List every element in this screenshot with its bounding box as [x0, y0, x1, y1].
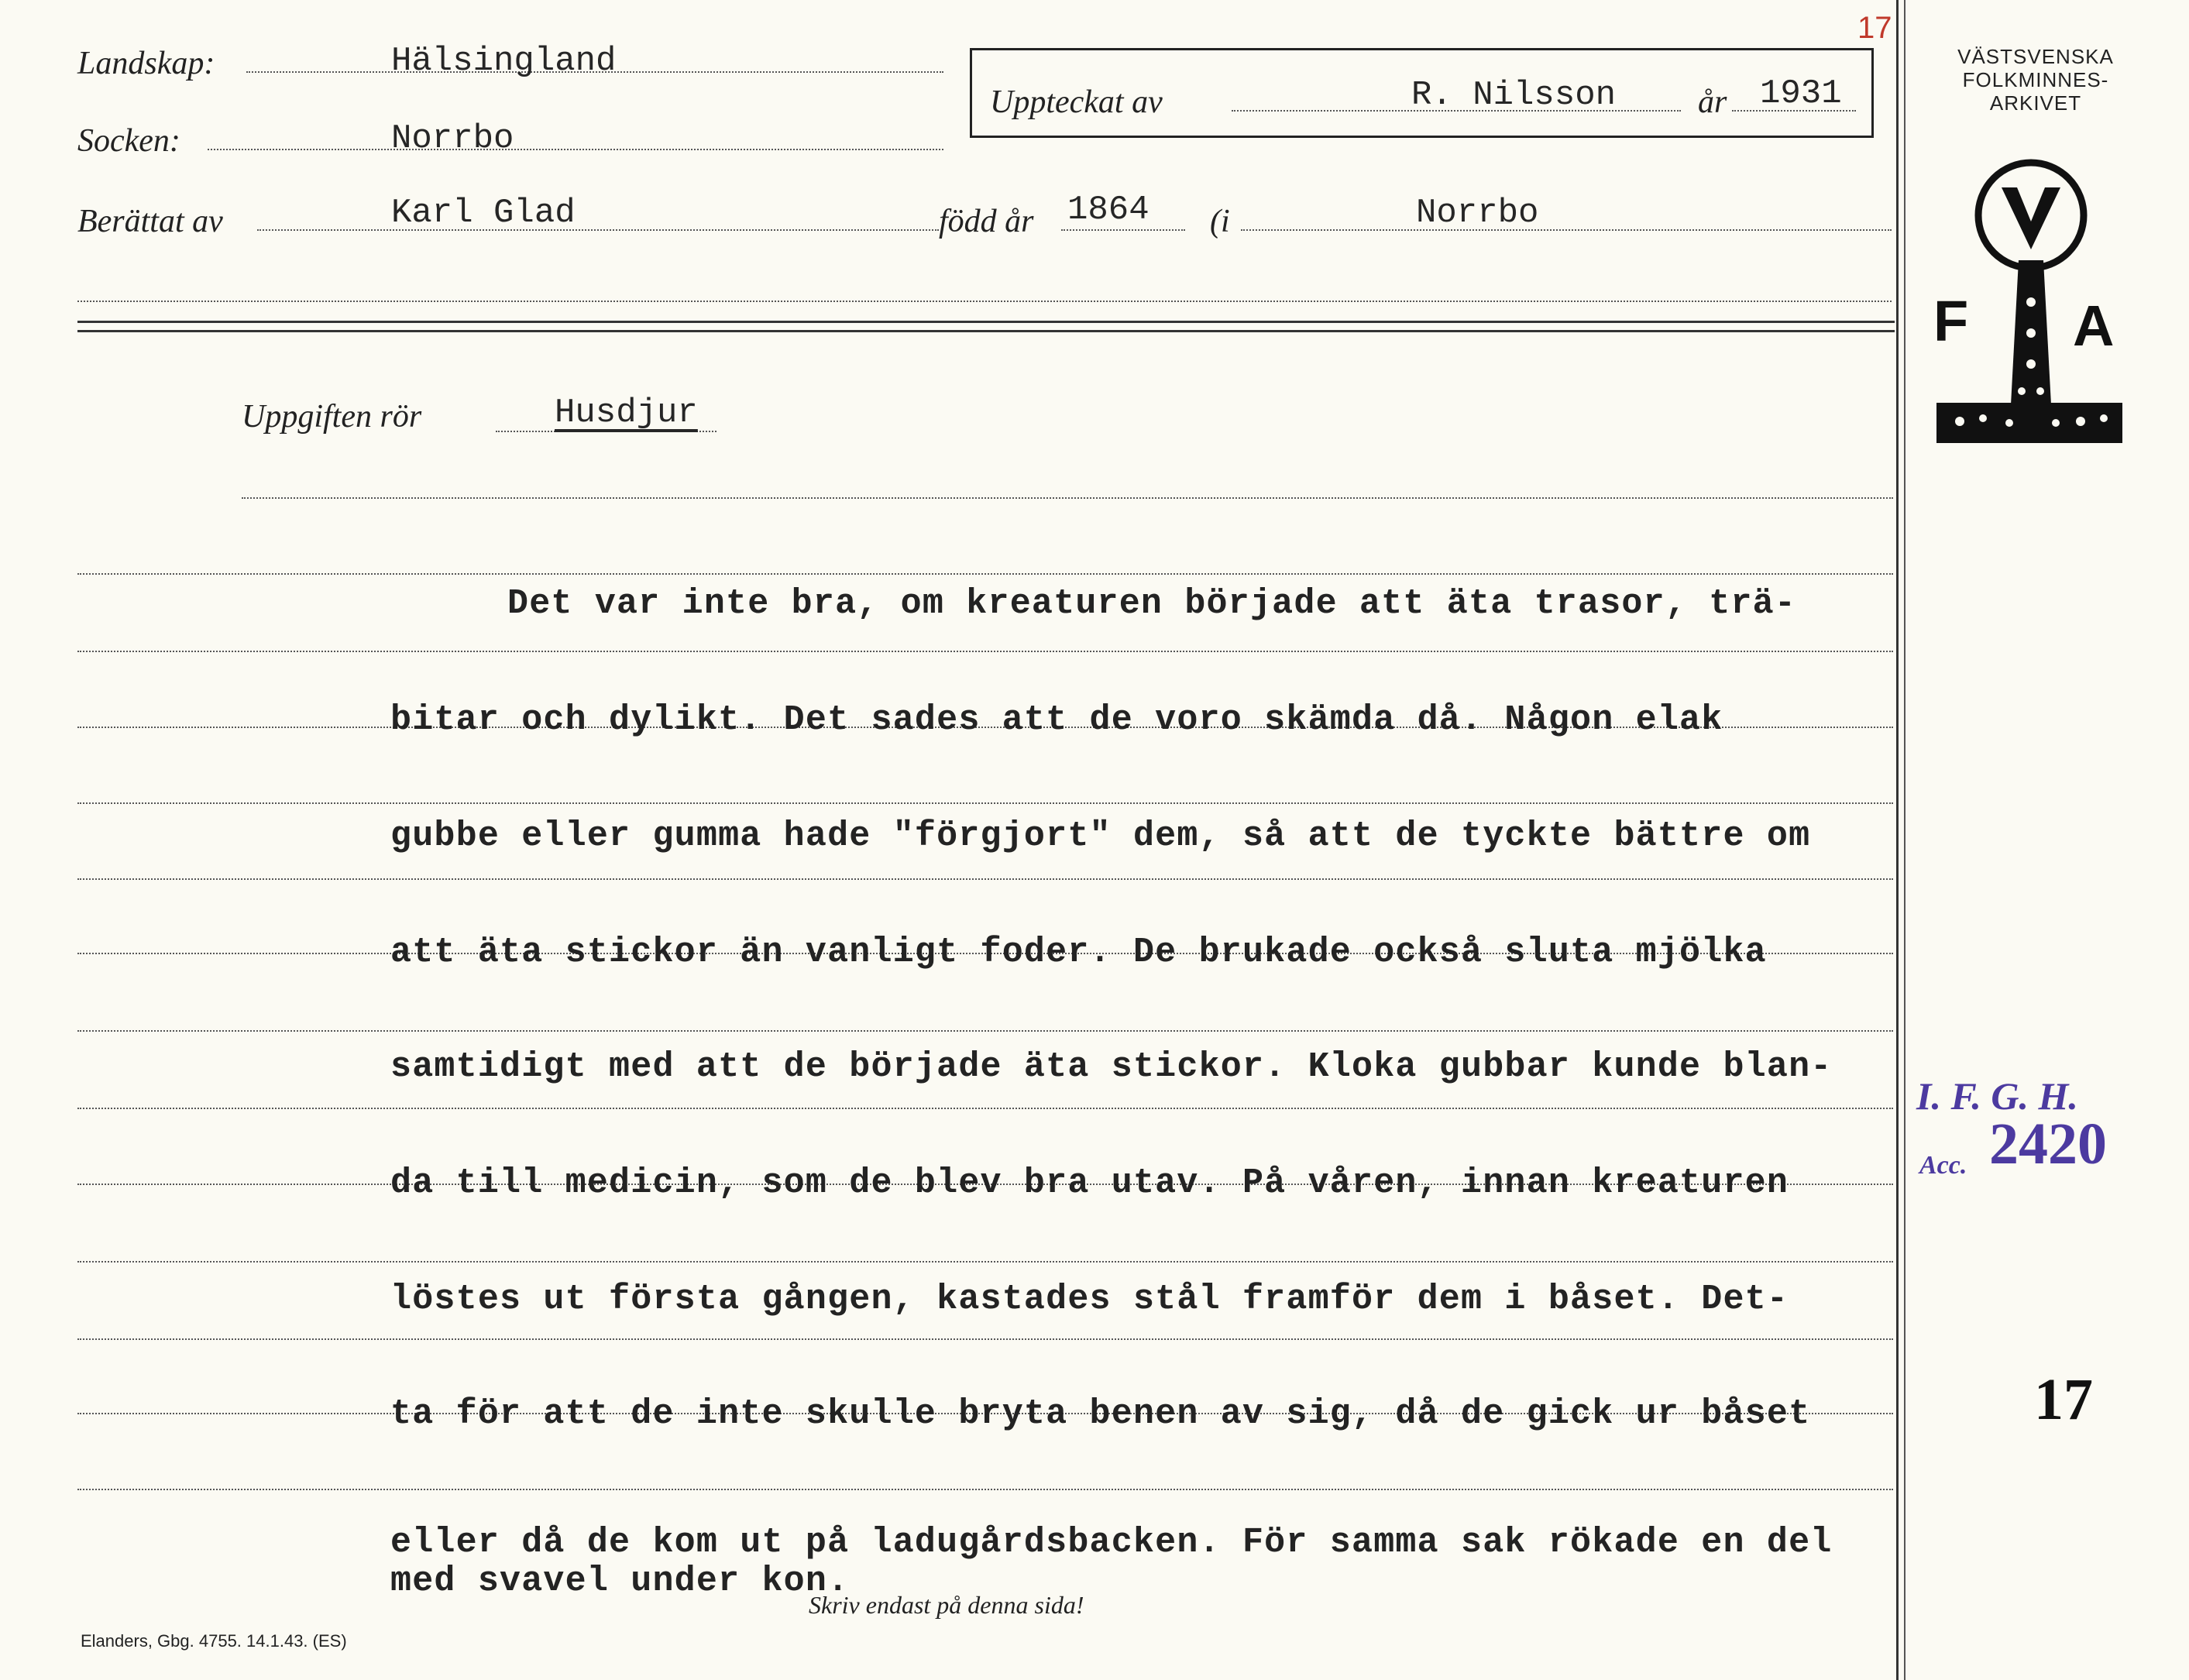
socken-value[interactable]: Norrbo — [391, 119, 514, 158]
landskap-value[interactable]: Hälsingland — [391, 42, 617, 81]
ar-label: år — [1698, 84, 1727, 120]
ruled-line — [77, 651, 1893, 652]
archive-line-2: FOLKMINNES- — [1962, 68, 2109, 91]
body-line-9: eller då de kom ut på ladugårdsbacken. För samma sak rökade en del — [390, 1523, 1833, 1562]
archive-name — [1919, 45, 2152, 115]
berattat-value[interactable]: Karl Glad — [391, 194, 576, 232]
ruled-line — [77, 1261, 1893, 1263]
archive-stamp-initials: I. F. G. H. — [1916, 1074, 2078, 1118]
berattat-label: Berättat av — [77, 204, 223, 239]
fodd-line — [1061, 229, 1185, 231]
body-line-5: samtidigt med att de började äta stickor. Kloka gubbar kunde blan- — [390, 1047, 1833, 1087]
instruction-text: Skriv endast på denna sida! — [809, 1591, 1084, 1619]
body-line-10: med svavel under kon. — [390, 1561, 850, 1601]
berattat-line — [257, 229, 939, 231]
i-label: (i — [1210, 204, 1230, 239]
archive-stamp-acc-label: Acc. — [1919, 1151, 1967, 1180]
subject-label: Uppgiften rör — [242, 399, 422, 435]
fodd-label: född år — [939, 204, 1034, 239]
socken-line — [208, 149, 943, 150]
body-line-1: Det var inte bra, om kreaturen började att äta trasor, trä- — [507, 584, 1797, 624]
i-line — [1241, 229, 1892, 231]
ruled-line — [77, 1030, 1893, 1032]
ruled-line — [77, 1338, 1893, 1340]
archive-line-3: ARKIVET — [1989, 91, 2082, 115]
corner-mark: 17 — [1857, 11, 1892, 45]
uppteck-label: Uppteckat av — [990, 84, 1163, 120]
ar-value[interactable]: 1931 — [1760, 74, 1842, 113]
logo-letter-f: F — [1933, 289, 1969, 353]
socken-label: Socken: — [77, 123, 180, 159]
subject-blank-line — [242, 497, 1893, 499]
margin-rule-inner — [1904, 0, 1905, 1680]
logo-letter-a: A — [2073, 294, 2115, 358]
subject-value[interactable]: Husdjur — [555, 393, 698, 432]
body-line-7: löstes ut första gången, kastades stål framför dem i båset. Det- — [390, 1280, 1789, 1319]
blank-header-line — [77, 301, 1892, 302]
ruled-line — [77, 1108, 1893, 1109]
body-line-3: gubbe eller gumma hade "förgjort" dem, så att de tyckte bättre om — [390, 816, 1811, 856]
archive-line-1: VÄSTSVENSKA — [1957, 45, 2114, 68]
body-line-8: ta för att de inte skulle bryta benen av sig, då de gick ur båset — [390, 1394, 1811, 1434]
header-rule-top — [77, 321, 1895, 323]
ruled-line — [77, 802, 1893, 804]
header-rule-bottom — [77, 330, 1895, 332]
ruled-line — [77, 573, 1893, 575]
hammer-icon — [1929, 155, 2122, 457]
ruled-line — [77, 1489, 1893, 1490]
body-line-6: da till medicin, som de blev bra utav. På våren, innan kreaturen — [390, 1163, 1789, 1203]
page-number: 17 — [2034, 1367, 2093, 1432]
uppteck-value[interactable]: R. Nilsson — [1411, 76, 1617, 115]
body-line-4: att äta stickor än vanligt foder. De brukade också sluta mjölka — [390, 933, 1767, 972]
fodd-value[interactable]: 1864 — [1067, 191, 1149, 229]
ruled-line — [77, 878, 1893, 880]
printer-imprint: Elanders, Gbg. 4755. 14.1.43. (ES) — [81, 1631, 347, 1651]
archive-stamp-acc-number: 2420 — [1989, 1111, 2107, 1177]
i-value[interactable]: Norrbo — [1416, 194, 1539, 232]
landskap-label: Landskap: — [77, 46, 215, 81]
margin-rule-outer — [1896, 0, 1899, 1680]
body-line-2: bitar och dylikt. Det sades att de voro skämda då. Någon elak — [390, 700, 1723, 740]
archive-logo — [1929, 155, 2122, 457]
